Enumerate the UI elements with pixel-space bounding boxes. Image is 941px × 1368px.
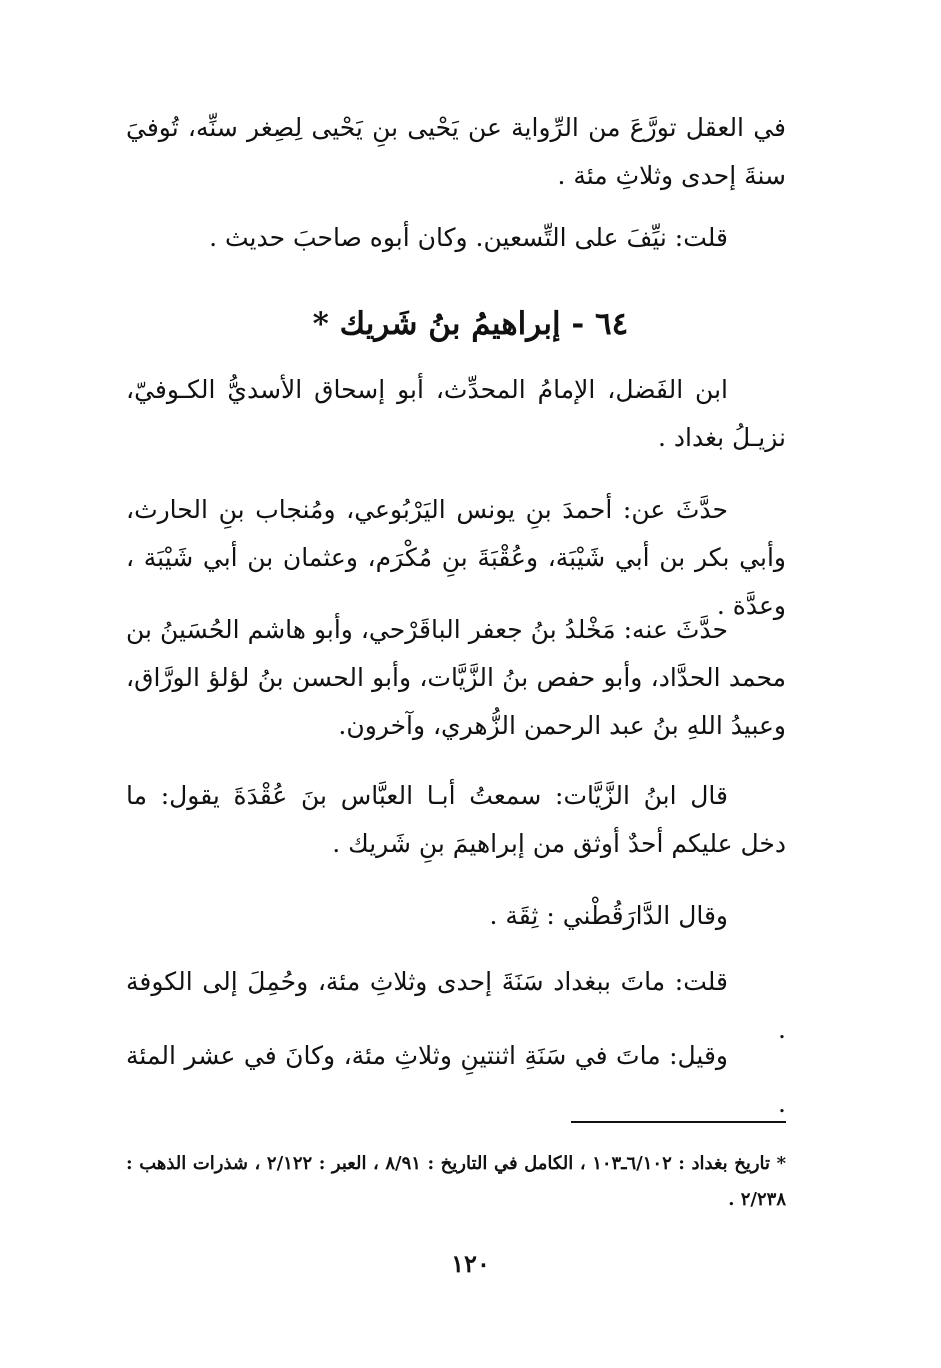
paragraph-death-baghdad: قلت: ماتَ ببغداد سَنَةَ إحدى وثلاثِ مئة، وحُمِلَ إلى الكوفة .: [126, 967, 786, 1044]
paragraph-narrated-from: حدَّثَ عن: أحمدَ بنِ يونس اليَرْبُوعي، ومُنجاب بنِ الحارث، وأبي بكر بن أبي شَيْبَة، وعُقْبَةَ بنِ مُكْرَم، وعثمان بن أبي شَيْبَة ، وعدَّة .: [126, 495, 786, 620]
paragraph-ibn-zayyat-quote: قال ابنُ الزَّيَّات: سمعتُ أبـا العبَّاس بنَ عُقْدَةَ يقول: ما دخل عليكم أحدٌ أوثق من إبراهيمَ بنِ شَريك .: [126, 781, 786, 858]
paragraph-narrated-by: حدَّثَ عنه: مَخْلدُ بنُ جعفر الباقَرْحي، وأبو هاشم الحُسَينُ بن محمد الحدَّاد، وأبو حفص بنُ الزَّيَّات، وأبو الحسن بنُ لؤلؤ الورَّاق، وعبيدُ اللهِ بنُ عبد الرحمن الزُّهري، وآخرون.: [126, 615, 786, 740]
paragraph-daraqutni: وقال الدَّارَقُطْني : ثِقَة .: [489, 901, 728, 930]
footnote-divider: [571, 1121, 786, 1123]
paragraph-commentary-age: قلت: نيِّفَ على التِّسعين. وكان أبوه صاحبَ حديث .: [209, 223, 728, 252]
paragraph-lineage: ابن الفَضل، الإمامُ المحدِّث، أبو إسحاق الأسديُّ الكـوفيّ، نزيـلُ بغداد .: [126, 375, 786, 452]
page-number: ١٢٠: [451, 1249, 490, 1278]
biography-heading: ٦٤ - إبراهيمُ بنُ شَريك *: [312, 306, 629, 342]
paragraph-death-note: في العقل تورَّعَ من الرِّواية عن يَحْيى بنِ يَحْيى لِصِغر سنِّه، تُوفيَ سنةَ إحدى وثلاثِ مئة .: [126, 113, 786, 190]
footnote-sources: * تاريخ بغداد : ٦/١٠٢ـ١٠٣ ، الكامل في التاريخ : ٨/٩١ ، العبر : ٢/١٢٢ ، شذرات الذهب : ٢/٢٣٨ .: [126, 1153, 786, 1210]
paragraph-alternate-death: وقيل: ماتَ في سَنَةِ اثنتينِ وثلاثِ مئة، وكانَ في عشر المئة .: [126, 1041, 786, 1118]
